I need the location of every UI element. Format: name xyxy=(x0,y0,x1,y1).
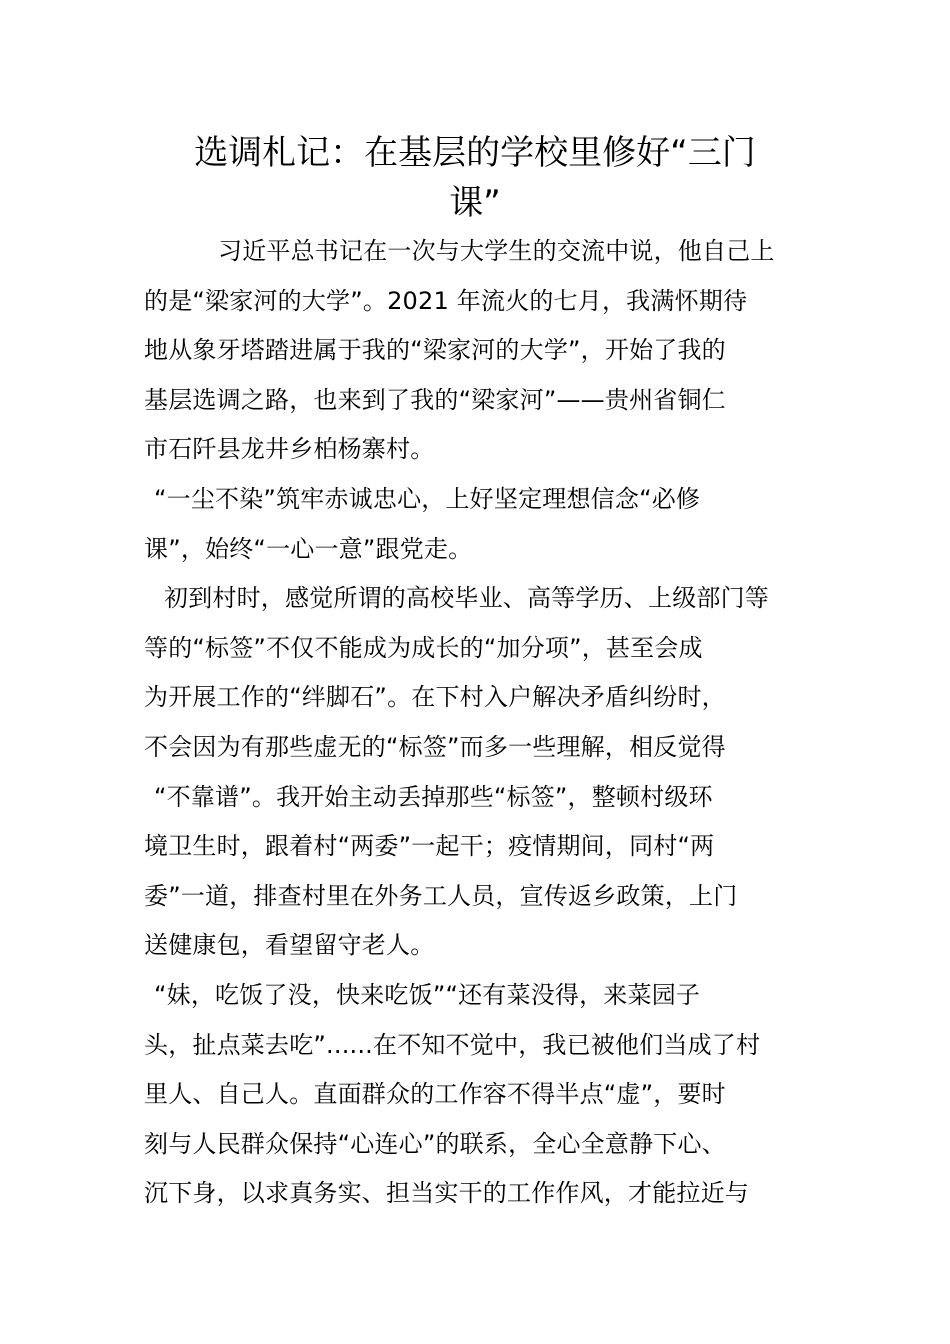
text-line: “不靠谱”。我开始主动丢掉那些“标签”，整顿村级环 xyxy=(154,782,713,811)
text-line: 里人、自己人。直面群众的工作容不得半点“虚”，要时 xyxy=(144,1080,726,1109)
text-line: 习近平总书记在一次与大学生的交流中说，他自己上 xyxy=(218,237,775,265)
text-line: 等的“标签”不仅不能成为成长的“加分项”，甚至会成 xyxy=(144,633,703,662)
text-line: 境卫生时，跟着村“两委”一起干；疫情期间，同村“两 xyxy=(144,832,715,861)
text-line: 委”一道，排查村里在外务工人员，宣传返乡政策，上门 xyxy=(144,881,738,910)
title-line: 课” xyxy=(449,183,501,223)
text-line: 送健康包，看望留守老人。 xyxy=(144,931,435,960)
text-line: 课”，始终“一心一意”跟党走。 xyxy=(144,534,473,563)
text-line: “一尘不染”筑牢赤诚忠心，上好坚定理想信念“必修 xyxy=(154,484,701,513)
text-line: 初到村时，感觉所谓的高校毕业、高等学历、上级部门等 xyxy=(164,584,769,613)
text-line: 沉下身，以求真务实、担当实干的工作作风，才能拉近与 xyxy=(144,1179,749,1208)
text-line: 刻与人民群众保持“心连心”的联系，全心全意静下心、 xyxy=(144,1129,726,1158)
text-line: 的是“梁家河的大学”。2021 年流火的七月，我满怀期待 xyxy=(144,286,748,315)
document-title xyxy=(120,128,830,228)
text-line: 基层选调之路，也来到了我的“梁家河”——贵州省铜仁 xyxy=(144,385,726,414)
text-line: 头，扯点菜去吃”......在不知不觉中，我已被他们当成了村 xyxy=(144,1030,761,1059)
text-line: “妹，吃饭了没，快来吃饭”“还有菜没得，来菜园子 xyxy=(154,980,701,1009)
title-line: 选调札记：在基层的学校里修好“三门 xyxy=(194,133,756,173)
text-line: 为开展工作的“绊脚石”。在下村入户解决矛盾纠纷时， xyxy=(144,683,726,712)
article-body xyxy=(144,227,810,1219)
text-line: 市石阡县龙井乡柏杨寨村。 xyxy=(144,435,435,464)
text-line: 不会因为有那些虚无的“标签”而多一些理解，相反觉得 xyxy=(144,732,726,761)
text-line: 地从象牙塔踏进属于我的“梁家河的大学”，开始了我的 xyxy=(144,336,726,365)
